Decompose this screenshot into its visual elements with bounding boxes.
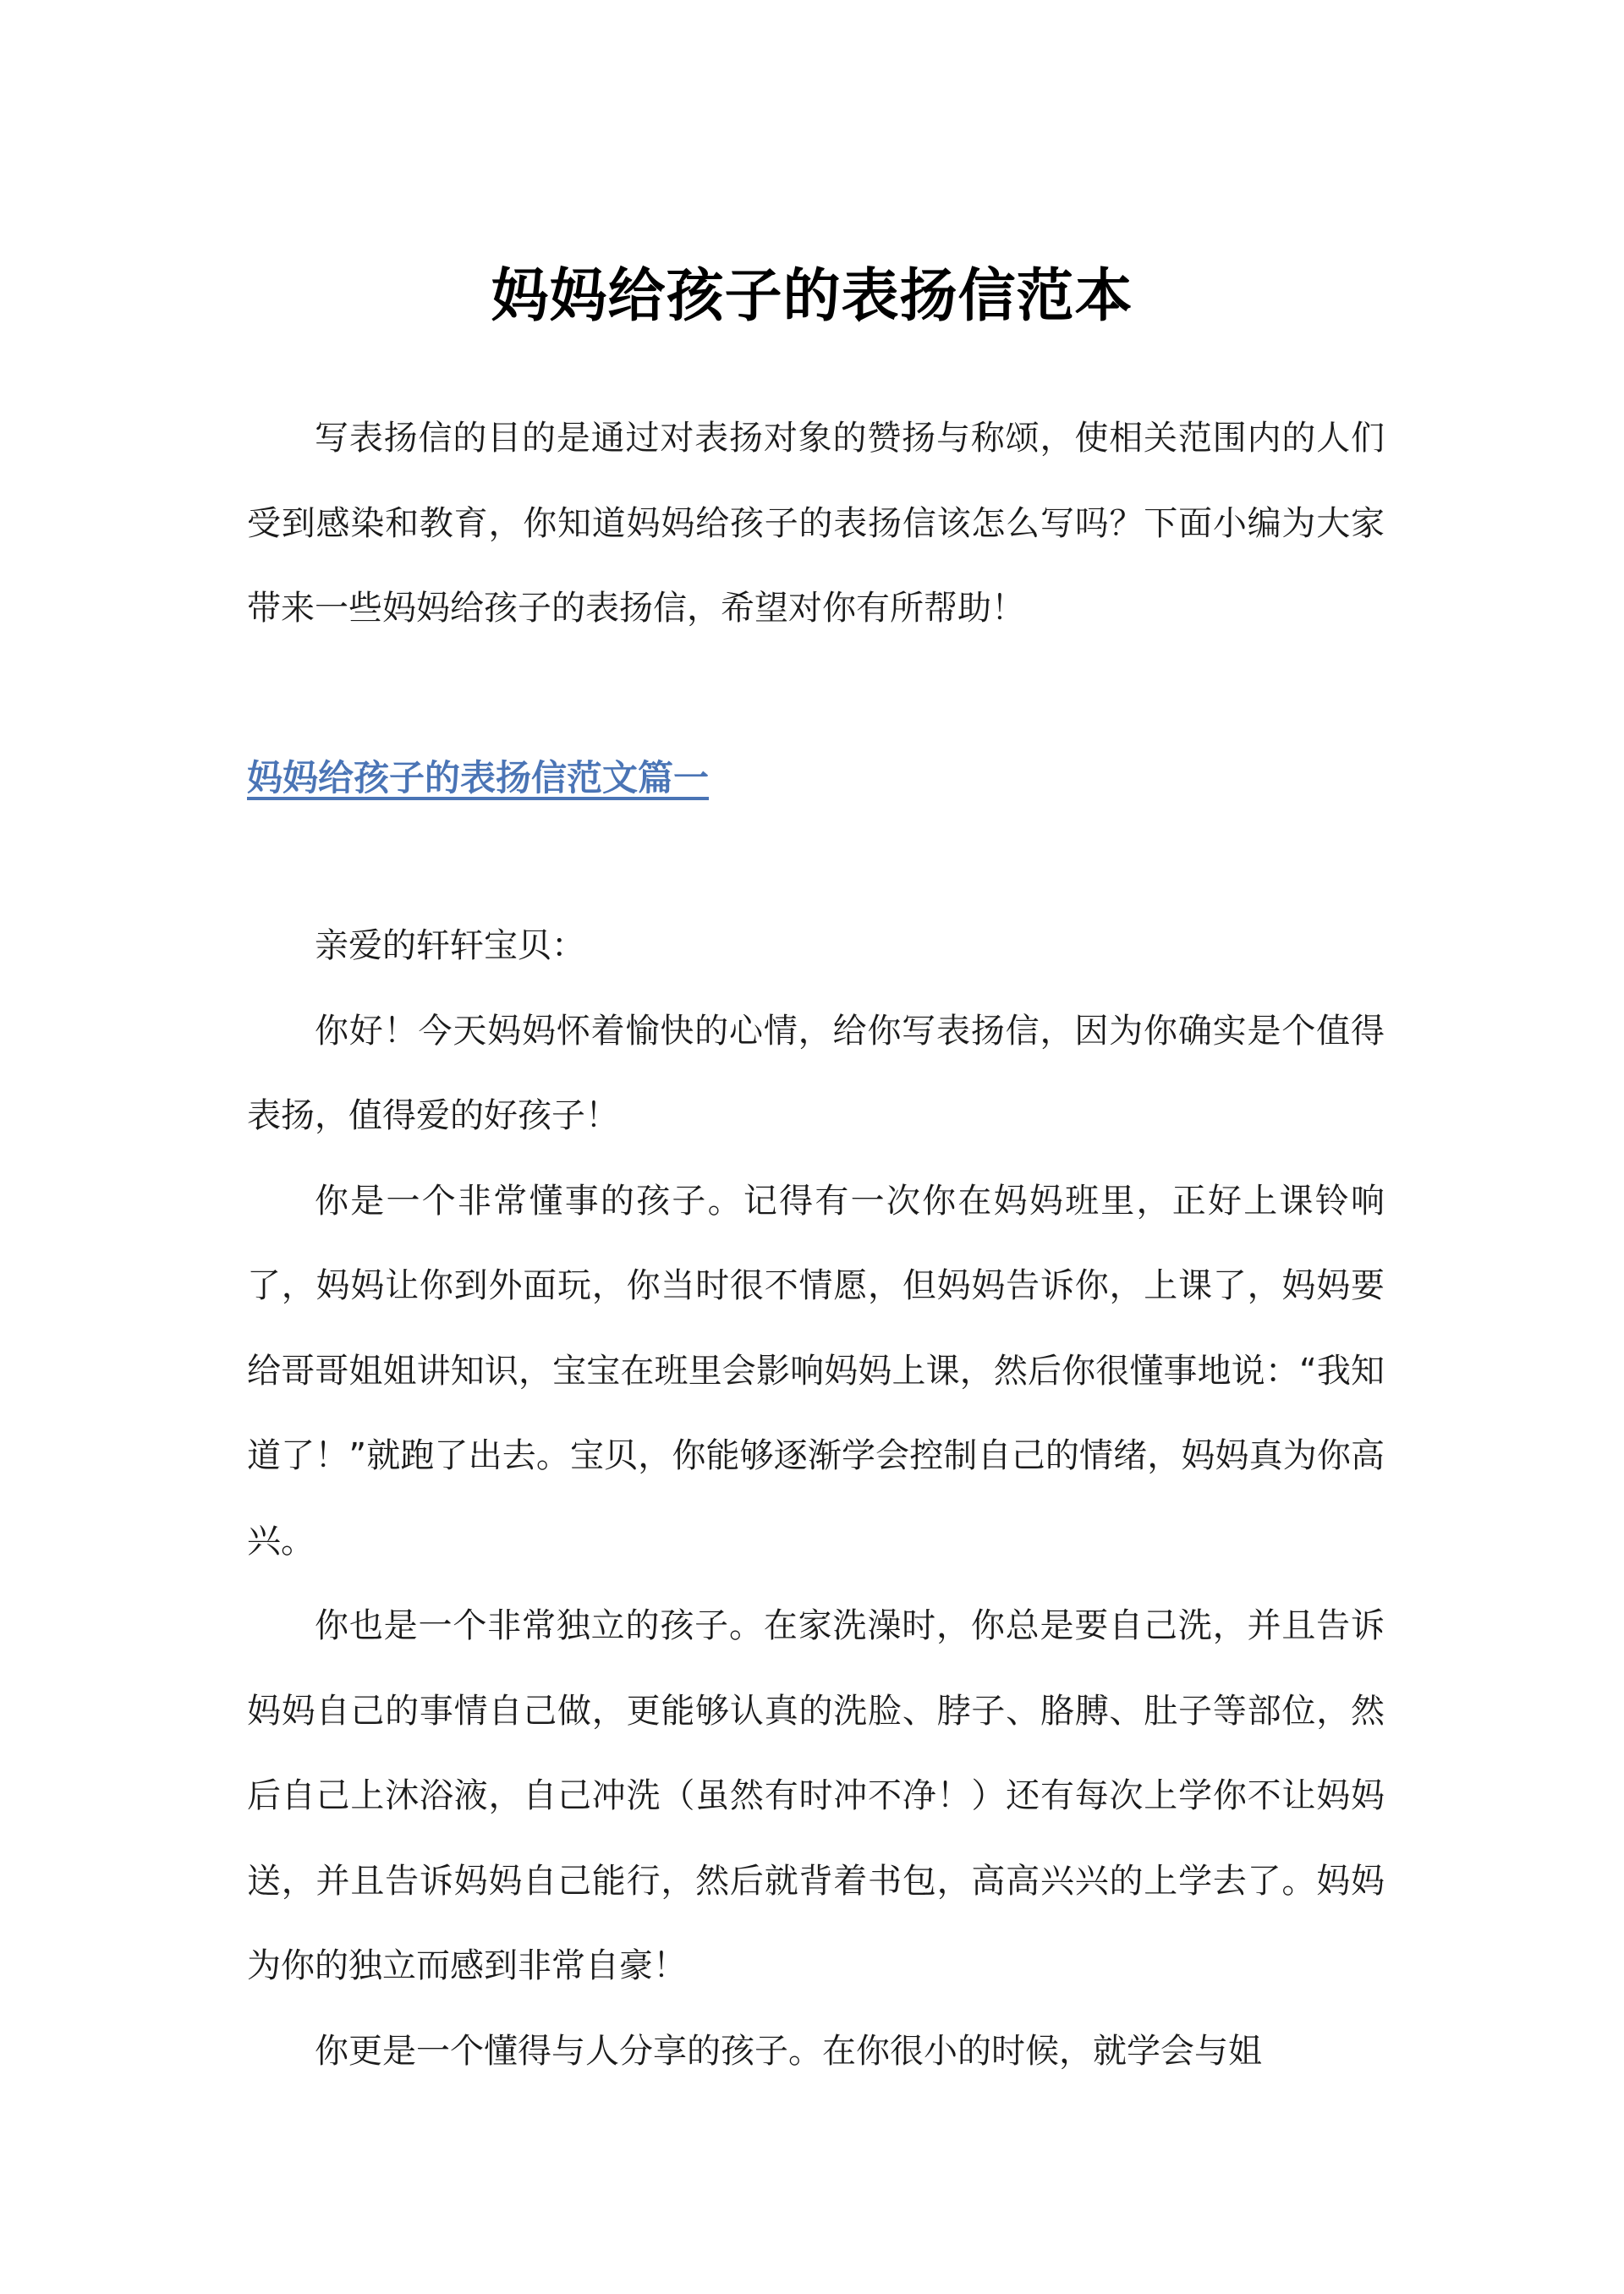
letter-paragraph-2: 你是一个非常懂事的孩子。记得有一次你在妈妈班里，正好上课铃响了，妈妈让你到外面玩，你当时很不情愿，但妈妈告诉你，上课了，妈妈要给哥哥姐姐讲知识，宝宝在班里会影响妈妈上课，然后你很懂事地说：“我知道了！”就跑了出去。宝贝，你能够逐渐学会控制自己的情绪，妈妈真为你高兴。 (247, 1181, 1385, 1561)
letter-body (247, 903, 1385, 2094)
section-heading-link[interactable]: 妈妈给孩子的表扬信范文篇一 (247, 757, 710, 799)
letter-paragraph-3: 你也是一个非常独立的孩子。在家洗澡时，你总是要自己洗，并且告诉妈妈自己的事情自己做，更能够认真的洗脸、脖子、胳膊、肚子等部位，然后自己上沐浴液，自己冲洗（虽然有时冲不净！）还有每次上学你不让妈妈送，并且告诉妈妈自己能行，然后就背着书包，高高兴兴的上学去了。妈妈为你的独立而感到非常自豪！ (247, 1606, 1385, 1985)
letter-paragraph-1: 你好！今天妈妈怀着愉快的心情，给你写表扬信，因为你确实是个值得表扬，值得爱的好孩子！ (247, 1011, 1385, 1135)
letter-paragraph-4: 你更是一个懂得与人分享的孩子。在你很小的时候，就学会与姐 (315, 2031, 1262, 2071)
letter-salutation: 亲爱的轩轩宝贝： (315, 926, 585, 965)
document-title: 妈妈给孩子的表扬信范本 (491, 262, 1133, 330)
intro-paragraph: 写表扬信的目的是通过对表扬对象的赞扬与称颂，使相关范围内的人们受到感染和教育，你知道妈妈给孩子的表扬信该怎么写吗？下面小编为大家带来一些妈妈给孩子的表扬信，希望对你有所帮助！ (247, 419, 1385, 628)
